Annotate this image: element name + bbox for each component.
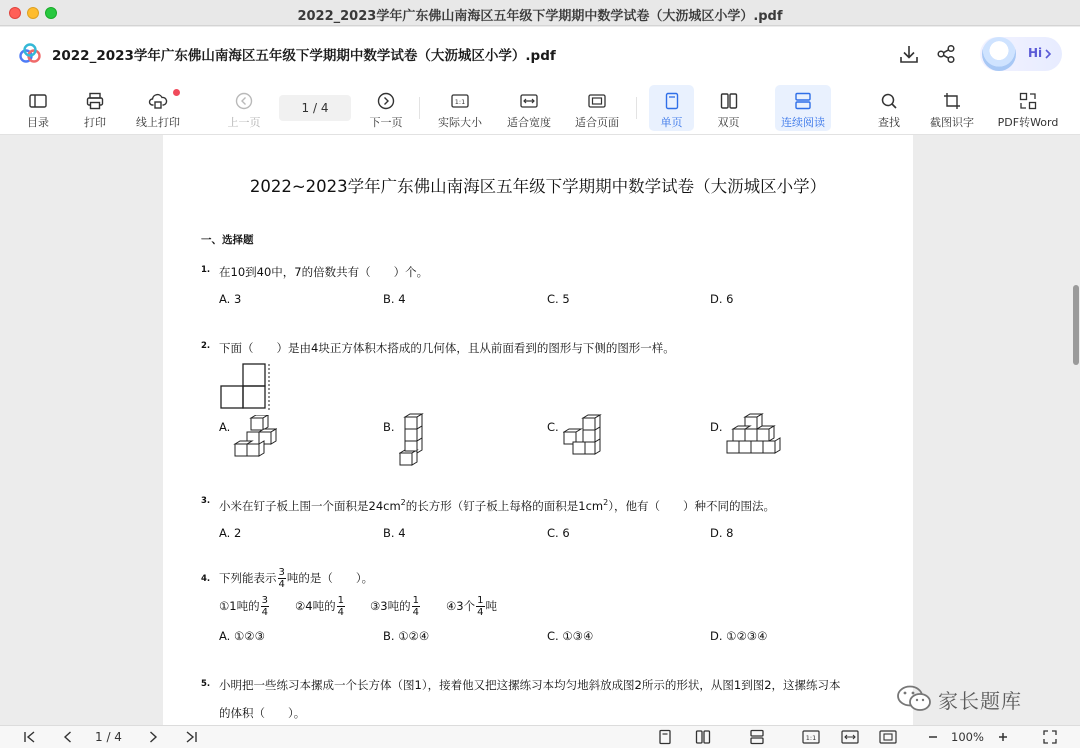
- single-page-button[interactable]: [649, 85, 694, 131]
- print-button[interactable]: [75, 85, 115, 131]
- share-icon[interactable]: [935, 43, 957, 65]
- app-logo-icon: [18, 43, 42, 65]
- fraction-numerator: 1: [412, 595, 420, 606]
- option-b: B. 4: [383, 292, 406, 306]
- double-page-button[interactable]: [706, 85, 751, 131]
- assistant-button[interactable]: [980, 37, 1062, 71]
- fraction-denominator: 4: [477, 607, 484, 618]
- prev-page-button[interactable]: [222, 85, 266, 131]
- first-page-icon[interactable]: [23, 729, 37, 745]
- document-header: [0, 27, 1080, 81]
- window-title: 2022_2023学年广东佛山南海区五年级下学期期中数学试卷（大沥城区小学）.pdf: [297, 9, 783, 24]
- q4-item-3: [370, 595, 421, 618]
- status-bar: [0, 725, 1080, 748]
- page-number-input[interactable]: 1 / 4: [279, 95, 351, 121]
- front-view-figure: [220, 363, 272, 411]
- ocr-label: 截图识字: [930, 116, 974, 129]
- fit-width-label: 适合宽度: [507, 116, 551, 129]
- fraction-denominator: 4: [412, 607, 420, 618]
- prev-page-label: 上一页: [227, 116, 261, 129]
- fraction-numerator: 1: [337, 595, 345, 606]
- double-page-icon: [719, 91, 739, 111]
- zoom-out-icon[interactable]: [927, 729, 939, 745]
- find-button[interactable]: [868, 85, 910, 131]
- option-b: B. ①②④: [383, 629, 430, 643]
- fraction-denominator: 4: [278, 579, 285, 590]
- fit-page-button[interactable]: [570, 85, 624, 131]
- ocr-button[interactable]: [926, 85, 978, 131]
- sidebar-icon: [28, 91, 48, 111]
- superscript: 2: [603, 498, 609, 508]
- fit-page-label: 适合页面: [575, 116, 619, 129]
- screenshot-ocr-icon: [942, 91, 962, 111]
- fraction: [261, 595, 269, 618]
- zoom-in-icon[interactable]: [997, 729, 1009, 745]
- assistant-avatar: [982, 37, 1016, 71]
- option-b: B. 4: [383, 526, 406, 540]
- prev-page-icon[interactable]: [61, 729, 75, 745]
- question-text: [219, 498, 775, 514]
- fraction-denominator: 4: [337, 607, 345, 618]
- continuous-view-icon[interactable]: [749, 729, 765, 745]
- question-text-part: 的长方形（钉子板上每格的面积是1cm: [405, 499, 604, 513]
- actual-size-icon: [450, 91, 470, 111]
- option-b: B.: [383, 420, 395, 434]
- document-viewer[interactable]: [0, 135, 1080, 725]
- item-text: ③3吨的: [370, 599, 411, 613]
- document-title: 2022_2023学年广东佛山南海区五年级下学期期中数学试卷（大沥城区小学）.pdf: [52, 48, 556, 64]
- download-icon[interactable]: [898, 43, 920, 65]
- online-print-button[interactable]: [130, 85, 186, 131]
- cube-stack-d-figure: [726, 413, 782, 455]
- section-heading: 一、选择题: [201, 234, 254, 246]
- continuous-reading-button[interactable]: [775, 85, 831, 131]
- fraction-numerator: 1: [477, 595, 484, 606]
- cube-stack-b-figure: [399, 413, 425, 469]
- item-text: 吨: [485, 599, 498, 613]
- fit-page-icon[interactable]: [879, 729, 897, 745]
- arrow-left-circle-icon: [234, 91, 254, 111]
- option-d: D. 8: [710, 526, 734, 540]
- q4-item-4: [446, 595, 497, 618]
- option-c: C. ①③④: [547, 629, 594, 643]
- question-text-part: 下列能表示: [219, 571, 277, 585]
- option-c: C.: [547, 420, 559, 434]
- option-a: A. 3: [219, 292, 242, 306]
- double-page-label: 双页: [717, 116, 740, 129]
- assistant-label: Hi: [1028, 46, 1043, 60]
- toc-label: 目录: [27, 116, 49, 129]
- document-heading: 2022~2023学年广东佛山南海区五年级下学期期中数学试卷（大沥城区小学）: [249, 177, 827, 196]
- main-toolbar: [0, 81, 1080, 135]
- status-page-indicator[interactable]: 1 / 4: [95, 730, 122, 744]
- single-page-label: 单页: [660, 116, 683, 129]
- continuous-reading-label: 连续阅读: [781, 116, 825, 129]
- question-text-part: 小米在钉子板上围一个面积是24cm: [219, 499, 401, 513]
- question-number: 3.: [201, 496, 211, 506]
- fit-page-icon: [587, 91, 607, 111]
- pdf-page: [163, 135, 913, 725]
- single-page-view-icon[interactable]: [658, 729, 672, 745]
- question-number: 4.: [201, 574, 211, 584]
- svg-text:1:1: 1:1: [805, 734, 817, 742]
- option-d: D. ①②③④: [710, 629, 768, 643]
- toolbar-divider: [636, 97, 637, 119]
- actual-size-button[interactable]: [434, 85, 486, 131]
- fraction-numerator: 3: [278, 567, 285, 578]
- print-label: 打印: [84, 116, 106, 129]
- window-titlebar: [0, 0, 1080, 26]
- watermark: [890, 682, 1060, 714]
- notification-dot: [173, 89, 180, 96]
- find-label: 查找: [878, 116, 900, 129]
- fraction-denominator: 4: [261, 607, 269, 618]
- cube-stack-c-figure: [563, 413, 603, 457]
- question-text: 小明把一些练习本摞成一个长方体（图1），接着他又把这摞练习本均匀地斜放成图2所示的形状，从图1到图2，这摞练习本: [219, 678, 841, 692]
- vertical-scrollbar[interactable]: [1073, 285, 1079, 365]
- option-c: C. 6: [547, 526, 570, 540]
- cube-stack-a-figure: [233, 415, 277, 457]
- pdf-to-word-button[interactable]: [996, 85, 1060, 131]
- last-page-icon[interactable]: [184, 729, 198, 745]
- printer-icon: [85, 91, 105, 111]
- svg-text:1:1: 1:1: [454, 98, 466, 106]
- next-page-label: 下一页: [369, 116, 403, 129]
- fraction: [337, 595, 345, 618]
- arrow-right-circle-icon: [376, 91, 396, 111]
- question-text-part: 吨的是（ ）。: [286, 571, 374, 585]
- q4-item-1: [219, 595, 270, 618]
- actual-size-icon[interactable]: [802, 729, 820, 745]
- question-number: 2.: [201, 341, 211, 351]
- option-a: A. 2: [219, 526, 242, 540]
- option-d: D. 6: [710, 292, 734, 306]
- cloud-print-icon: [148, 91, 168, 111]
- option-a: A.: [219, 420, 231, 434]
- next-page-icon[interactable]: [146, 729, 160, 745]
- online-print-label: 线上打印: [136, 116, 180, 129]
- option-d: D.: [710, 420, 723, 434]
- question-text-part: ），他有（ ）种不同的围法。: [608, 499, 775, 513]
- item-text: ①1吨的: [219, 599, 260, 613]
- actual-size-label: 实际大小: [438, 116, 482, 129]
- question-text: 的体积（ ）。: [219, 706, 306, 720]
- question-number: 5.: [201, 679, 211, 689]
- item-text: ④3个: [446, 599, 476, 613]
- pdf-to-word-label: PDF转Word: [997, 116, 1059, 129]
- superscript: 2: [400, 498, 406, 508]
- convert-icon: [1018, 91, 1038, 111]
- question-text: 下面（ ）是由4块正方体积木搭成的几何体，且从前面看到的图形与下侧的图形一样。: [219, 341, 675, 355]
- item-text: ②4吨的: [295, 599, 336, 613]
- chevron-right-icon: [1044, 49, 1052, 59]
- q4-item-2: [295, 595, 346, 618]
- continuous-scroll-icon: [793, 91, 813, 111]
- fraction-numerator: 3: [261, 595, 269, 606]
- zoom-level[interactable]: 100%: [951, 730, 984, 744]
- question-text: 在10到40中，7的倍数共有（ ）个。: [219, 265, 429, 279]
- question-text: [219, 567, 373, 590]
- watermark-text: 家长题库: [938, 689, 1022, 713]
- search-icon: [879, 91, 899, 111]
- fit-width-icon: [519, 91, 539, 111]
- fullscreen-icon[interactable]: [1042, 729, 1058, 745]
- toc-button[interactable]: [18, 85, 58, 131]
- fit-width-button[interactable]: [502, 85, 556, 131]
- question-number: 1.: [201, 265, 211, 275]
- fit-width-icon[interactable]: [841, 729, 859, 745]
- option-a: A. ①②③: [219, 629, 265, 643]
- wechat-logo-icon: [896, 684, 932, 712]
- fraction: [476, 595, 484, 618]
- single-page-icon: [662, 91, 682, 111]
- option-c: C. 5: [547, 292, 570, 306]
- fraction: [412, 595, 420, 618]
- next-page-button[interactable]: [364, 85, 408, 131]
- toolbar-divider: [419, 97, 420, 119]
- fraction: [278, 567, 286, 590]
- double-page-view-icon[interactable]: [695, 729, 711, 745]
